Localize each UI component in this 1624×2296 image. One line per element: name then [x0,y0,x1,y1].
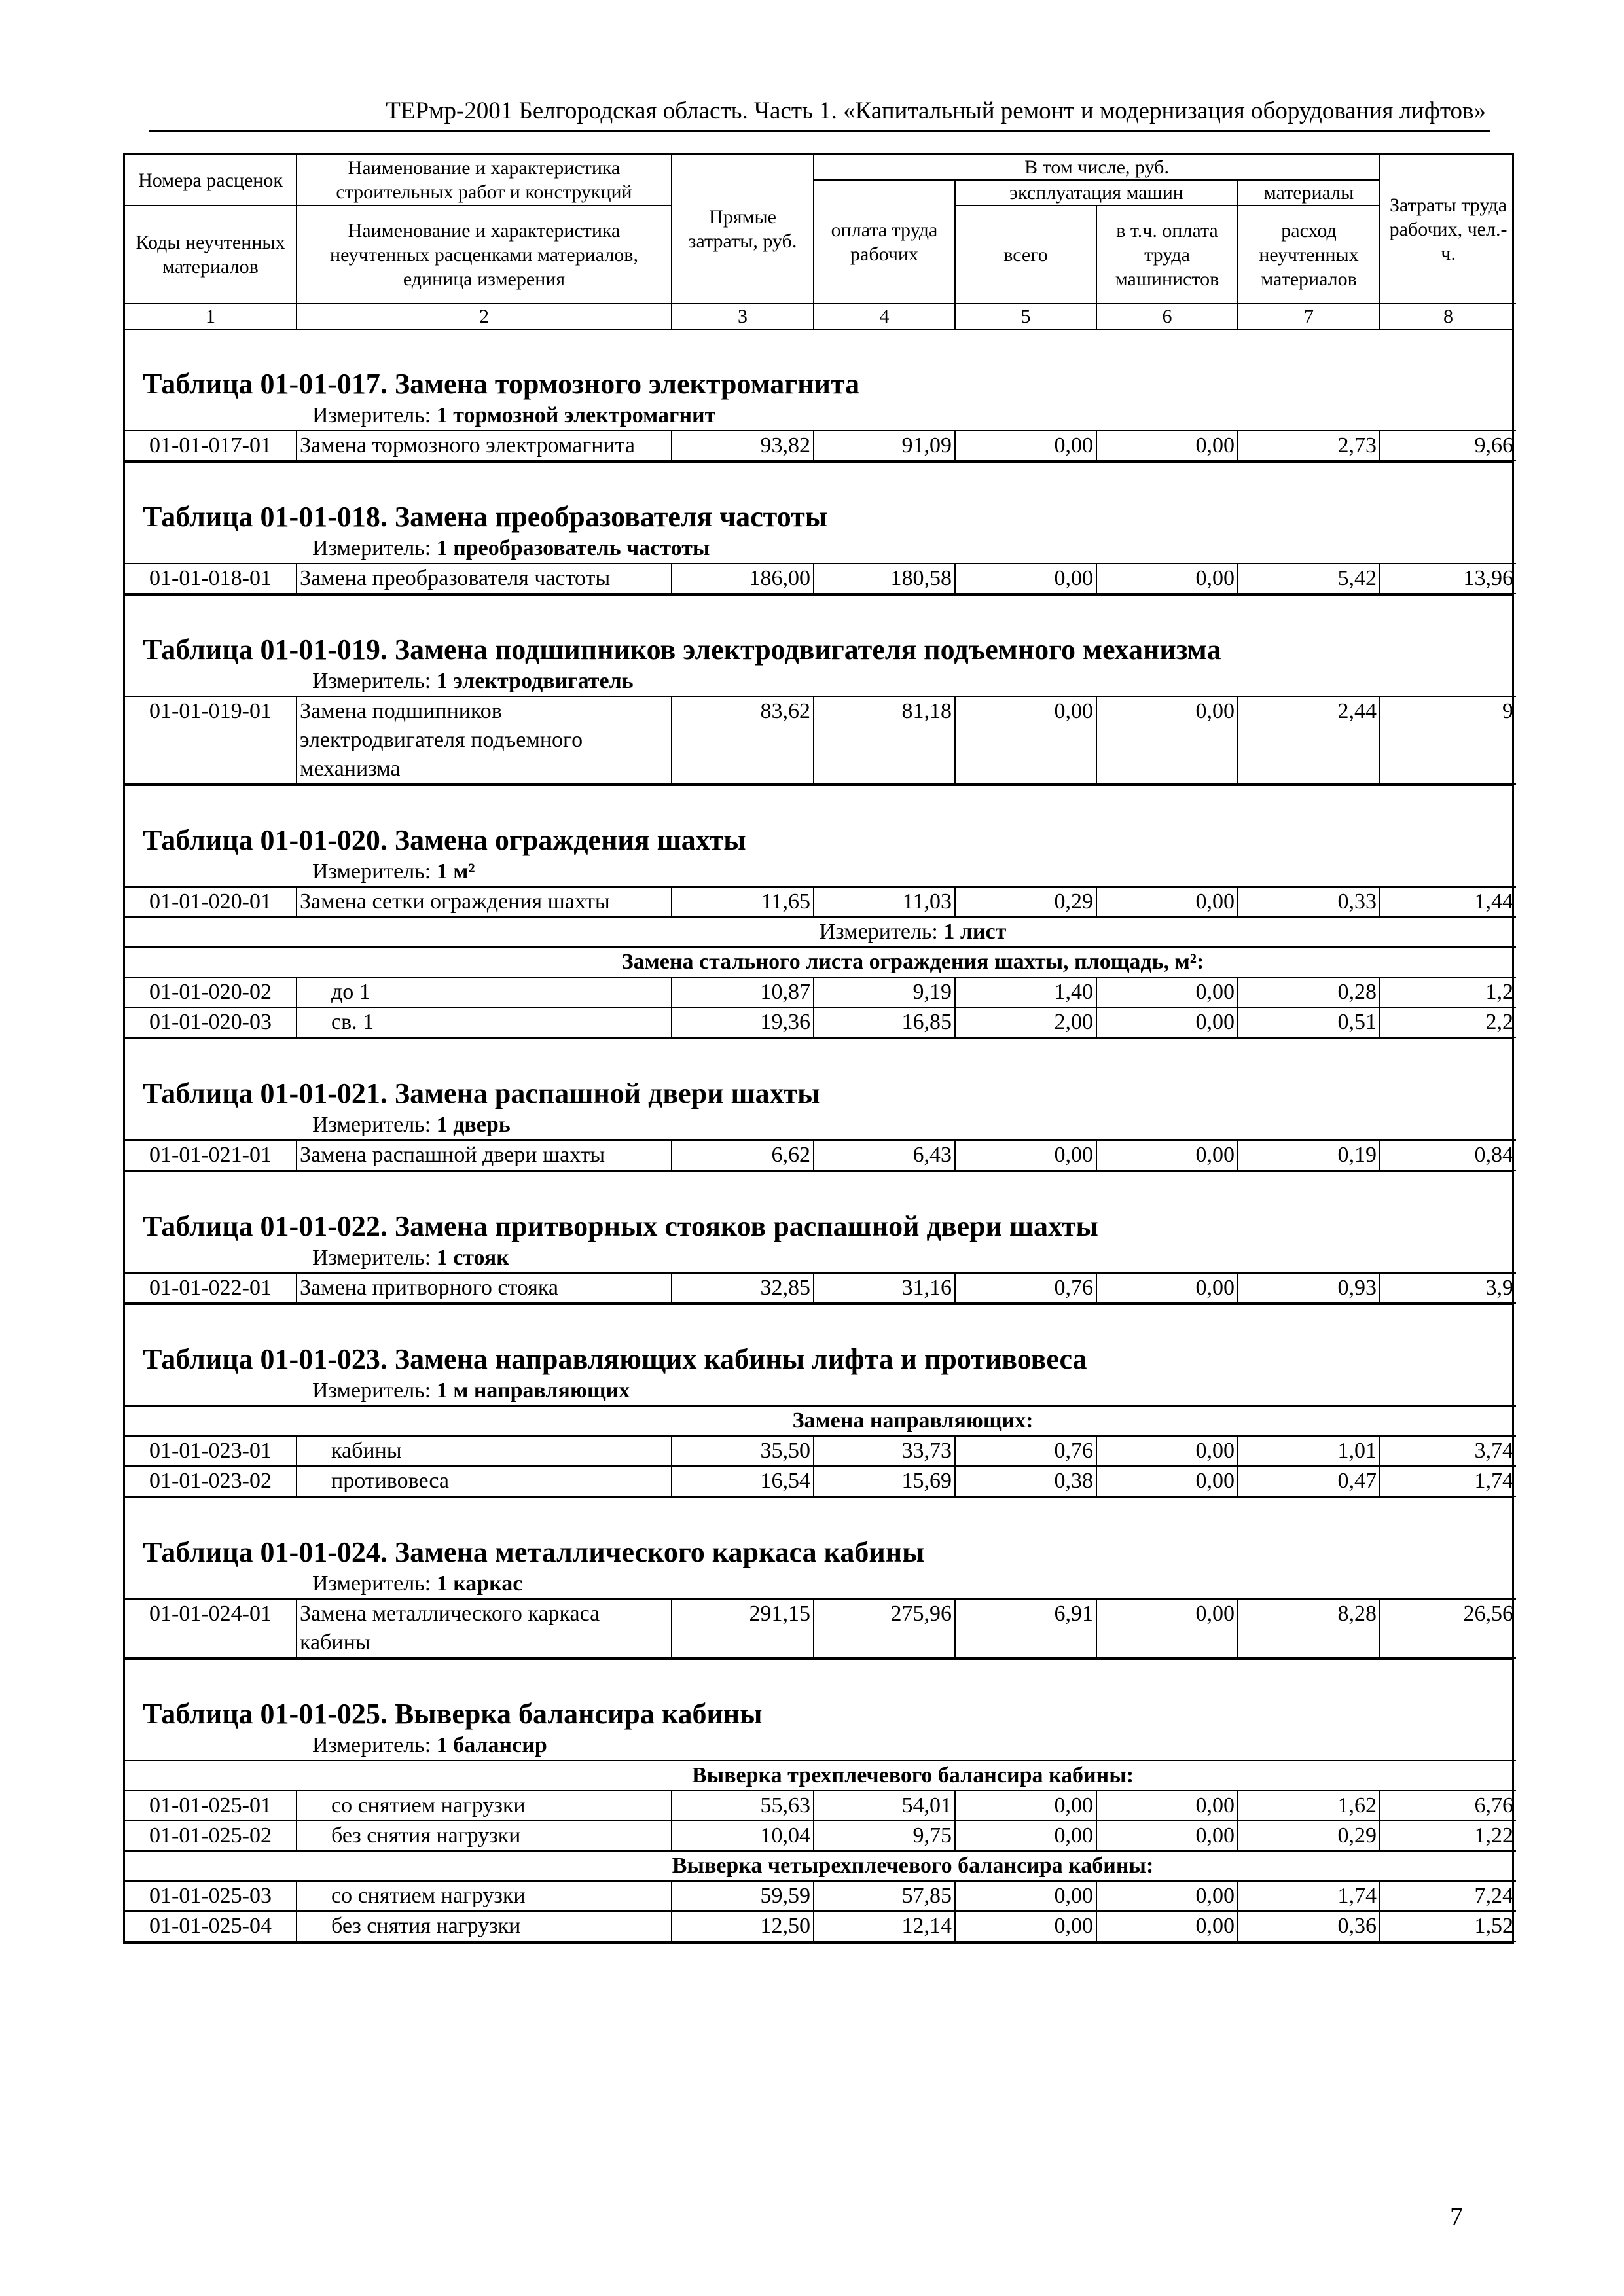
worker-pay-value: 33,73 [814,1436,955,1466]
worker-pay-value: 31,16 [814,1273,955,1303]
labor-hours-value: 3,9 [1380,1273,1516,1303]
machines-total-value: 0,00 [955,1911,1096,1941]
rate-table [125,886,1516,1038]
rate-name: со снятием нагрузки [297,1791,672,1821]
rate-table-block [125,785,1512,1038]
measure-prefix: Измеритель: [312,1246,437,1270]
col-material-use: расход неучтенных материалов [1238,206,1380,304]
labor-hours-value: 9,66 [1380,431,1516,461]
subheading-text: Замена направляющих: [125,1406,1516,1436]
labor-hours-value: 1,74 [1380,1466,1516,1496]
rate-table-block [125,1497,1512,1659]
labor-hours-value: 1,2 [1380,977,1516,1007]
machines-total-value: 6,91 [955,1599,1096,1658]
machines-total-value: 0,38 [955,1466,1096,1496]
rate-table [125,1272,1516,1304]
col-material-name: Наименование и характеристика неучтенных расценками материалов, единица измерения [297,206,672,304]
table-measure [125,1570,1512,1598]
measure-prefix: Измеритель: [312,536,437,560]
worker-pay-value: 91,09 [814,431,955,461]
measure-unit: 1 электродвигатель [436,669,634,693]
worker-pay-value: 81,18 [814,696,955,784]
direct-costs-value: 59,59 [672,1881,814,1911]
machinist-pay-value: 0,00 [1096,564,1238,594]
table-row [125,1881,1516,1911]
rate-name: Замена преобразователя частоты [297,564,672,594]
table-title: Таблица 01-01-022. Замена притворных стояков распашной двери шахты [143,1210,1098,1242]
table-row [125,696,1516,784]
rate-code: 01-01-019-01 [125,696,297,784]
rate-code: 01-01-024-01 [125,1599,297,1658]
worker-pay-value: 180,58 [814,564,955,594]
subheading-row [125,1761,1516,1791]
machinist-pay-value: 0,00 [1096,1273,1238,1303]
rate-name: до 1 [297,977,672,1007]
rates-sheet [123,153,1514,1944]
worker-pay-value: 12,14 [814,1911,955,1941]
machinist-pay-value: 0,00 [1096,696,1238,784]
direct-costs-value: 55,63 [672,1791,814,1821]
labor-hours-value: 9 [1380,696,1516,784]
measure-prefix: Измеритель: [312,1733,437,1757]
direct-costs-value: 19,36 [672,1007,814,1037]
table-row [125,1599,1516,1658]
machinist-pay-value: 0,00 [1096,1599,1238,1658]
rate-table-block [125,594,1512,785]
machinist-pay-value: 0,00 [1096,887,1238,917]
measure-unit: 1 каркас [436,1571,523,1596]
worker-pay-value: 11,03 [814,887,955,917]
material-use-value: 2,44 [1238,696,1380,784]
table-title: Таблица 01-01-019. Замена подшипников электродвигателя подъемного механизма [143,634,1221,666]
col-machines-total: всего [955,206,1096,304]
table-measure [125,857,1512,886]
col-number: 3 [672,304,814,329]
table-measure [125,534,1512,563]
col-group-machines: эксплуатация машин [955,180,1238,206]
table-measure [125,1244,1512,1272]
labor-hours-value: 7,24 [1380,1881,1516,1911]
table-row [125,1436,1516,1466]
subheading-text: Выверка трехплечевого балансира кабины: [125,1761,1516,1791]
measure-text [125,917,1516,947]
measure-unit: 1 стояк [436,1246,509,1270]
rate-name: со снятием нагрузки [297,1881,672,1911]
rate-table [125,563,1516,594]
machines-total-value: 0,29 [955,887,1096,917]
table-title: Таблица 01-01-024. Замена металлического каркаса кабины [143,1536,925,1568]
rate-code: 01-01-025-03 [125,1881,297,1911]
rate-code: 01-01-025-02 [125,1821,297,1851]
rate-table-block [125,1038,1512,1171]
machines-total-value: 0,00 [955,696,1096,784]
machinist-pay-value: 0,00 [1096,1821,1238,1851]
direct-costs-value: 11,65 [672,887,814,917]
worker-pay-value: 9,75 [814,1821,955,1851]
measure-unit: 1 балансир [436,1733,547,1757]
running-header: ТЕРмр-2001 Белгородская область. Часть 1. «Капитальный ремонт и модернизация оборудования лифтов» [386,98,1486,124]
material-use-value: 0,19 [1238,1140,1380,1170]
col-number: 5 [955,304,1096,329]
col-number: 4 [814,304,955,329]
rate-table [125,430,1516,461]
measure-prefix: Измеритель: [819,920,944,944]
machines-total-value: 0,00 [955,431,1096,461]
rate-table-block [125,1304,1512,1497]
direct-costs-value: 186,00 [672,564,814,594]
table-row [125,564,1516,594]
measure-prefix: Измеритель: [312,859,437,884]
subheading-text: Выверка четырехплечевого балансира кабины: [125,1851,1516,1881]
col-material-codes: Коды неучтенных материалов [125,206,297,304]
rate-table-block [125,329,1512,461]
table-measure [125,1111,1512,1139]
machines-total-value: 1,40 [955,977,1096,1007]
measure-prefix: Измеритель: [312,1378,437,1403]
rate-name: противовеса [297,1466,672,1496]
machinist-pay-value: 0,00 [1096,1791,1238,1821]
col-number: 6 [1096,304,1238,329]
table-measure [125,401,1512,430]
material-use-value: 0,47 [1238,1466,1380,1496]
rate-code: 01-01-021-01 [125,1140,297,1170]
rate-code: 01-01-018-01 [125,564,297,594]
rate-table-block [125,1171,1512,1304]
machinist-pay-value: 0,00 [1096,1911,1238,1941]
table-row [125,887,1516,917]
rate-code: 01-01-025-01 [125,1791,297,1821]
machines-total-value: 0,76 [955,1436,1096,1466]
machines-total-value: 2,00 [955,1007,1096,1037]
direct-costs-value: 6,62 [672,1140,814,1170]
worker-pay-value: 275,96 [814,1599,955,1658]
direct-costs-value: 93,82 [672,431,814,461]
rate-name: св. 1 [297,1007,672,1037]
labor-hours-value: 13,96 [1380,564,1516,594]
material-use-value: 0,93 [1238,1273,1380,1303]
labor-hours-value: 1,22 [1380,1821,1516,1851]
machinist-pay-value: 0,00 [1096,1881,1238,1911]
table-title: Таблица 01-01-020. Замена ограждения шахты [143,824,746,856]
rate-table [125,696,1516,785]
labor-hours-value: 1,52 [1380,1911,1516,1941]
measure-row [125,917,1516,947]
subheading-row [125,1406,1516,1436]
worker-pay-value: 16,85 [814,1007,955,1037]
rate-name: Замена металлического каркаса кабины [297,1599,672,1658]
col-rate-numbers: Номера расценок [125,155,297,206]
table-title: Таблица 01-01-017. Замена тормозного электромагнита [143,368,860,400]
rate-table [125,1139,1516,1171]
col-number: 7 [1238,304,1380,329]
machines-total-value: 0,00 [955,1821,1096,1851]
table-row [125,1140,1516,1170]
col-number: 1 [125,304,297,329]
machines-total-value: 0,00 [955,1140,1096,1170]
table-measure [125,1376,1512,1405]
table-title: Таблица 01-01-025. Выверка балансира кабины [143,1698,763,1730]
col-labor-hours: Затраты труда рабочих, чел.-ч. [1380,155,1516,304]
labor-hours-value: 2,2 [1380,1007,1516,1037]
worker-pay-value: 15,69 [814,1466,955,1496]
material-use-value: 0,33 [1238,887,1380,917]
rate-code: 01-01-020-02 [125,977,297,1007]
col-group-materials: материалы [1238,180,1380,206]
rate-table [125,1598,1516,1659]
worker-pay-value: 57,85 [814,1881,955,1911]
direct-costs-value: 83,62 [672,696,814,784]
measure-unit: 1 м² [436,859,475,884]
rate-tables [125,329,1512,1942]
table-row [125,431,1516,461]
table-row [125,977,1516,1007]
machines-total-value: 0,76 [955,1273,1096,1303]
col-number: 2 [297,304,672,329]
direct-costs-value: 10,87 [672,977,814,1007]
labor-hours-value: 1,44 [1380,887,1516,917]
measure-prefix: Измеритель: [312,1571,437,1596]
rate-table [125,1405,1516,1497]
direct-costs-value: 291,15 [672,1599,814,1658]
rate-name: Замена тормозного электромагнита [297,431,672,461]
subheading-row [125,947,1516,977]
material-use-value: 0,36 [1238,1911,1380,1941]
rate-name: Замена подшипников электродвигателя подъемного механизма [297,696,672,784]
material-use-value: 1,62 [1238,1791,1380,1821]
measure-unit: 1 тормозной электромагнит [436,403,716,427]
machinist-pay-value: 0,00 [1096,431,1238,461]
machinist-pay-value: 0,00 [1096,977,1238,1007]
col-worker-pay: оплата труда рабочих [814,180,955,304]
rate-name: без снятия нагрузки [297,1821,672,1851]
measure-prefix: Измеритель: [312,403,437,427]
direct-costs-value: 35,50 [672,1436,814,1466]
rate-code: 01-01-017-01 [125,431,297,461]
machines-total-value: 0,00 [955,564,1096,594]
material-use-value: 0,28 [1238,977,1380,1007]
rate-name: Замена сетки ограждения шахты [297,887,672,917]
table-row [125,1007,1516,1037]
table-measure [125,1731,1512,1760]
col-group-including: В том числе, руб. [814,155,1380,180]
material-use-value: 8,28 [1238,1599,1380,1658]
measure-unit: 1 лист [943,920,1007,944]
machinist-pay-value: 0,00 [1096,1140,1238,1170]
rate-name: кабины [297,1436,672,1466]
header-rule [149,130,1490,132]
col-direct-costs: Прямые затраты, руб. [672,155,814,304]
col-machinist-pay: в т.ч. оплата труда машинистов [1096,206,1238,304]
material-use-value: 2,73 [1238,431,1380,461]
direct-costs-value: 10,04 [672,1821,814,1851]
worker-pay-value: 6,43 [814,1140,955,1170]
material-use-value: 1,01 [1238,1436,1380,1466]
col-number: 8 [1380,304,1516,329]
direct-costs-value: 32,85 [672,1273,814,1303]
measure-unit: 1 м направляющих [436,1378,630,1403]
measure-prefix: Измеритель: [312,1113,437,1137]
col-work-name: Наименование и характеристика строительных работ и конструкций [297,155,672,206]
page-number: 7 [1450,2202,1463,2231]
rate-name: без снятия нагрузки [297,1911,672,1941]
direct-costs-value: 12,50 [672,1911,814,1941]
table-title: Таблица 01-01-018. Замена преобразователя частоты [143,501,828,533]
machinist-pay-value: 0,00 [1096,1466,1238,1496]
table-row [125,1911,1516,1941]
machinist-pay-value: 0,00 [1096,1436,1238,1466]
machines-total-value: 0,00 [955,1791,1096,1821]
table-measure [125,667,1512,696]
table-row [125,1466,1516,1496]
direct-costs-value: 16,54 [672,1466,814,1496]
subheading-text: Замена стального листа ограждения шахты, площадь, м²: [125,947,1516,977]
rate-code: 01-01-022-01 [125,1273,297,1303]
table-title: Таблица 01-01-021. Замена распашной двери шахты [143,1077,820,1109]
rate-table-block [125,1659,1512,1942]
rate-table-block [125,461,1512,594]
rate-code: 01-01-020-03 [125,1007,297,1037]
table-row [125,1821,1516,1851]
measure-prefix: Измеритель: [312,669,437,693]
table-row [125,1791,1516,1821]
column-header-table [125,155,1516,329]
rate-code: 01-01-020-01 [125,887,297,917]
material-use-value: 1,74 [1238,1881,1380,1911]
labor-hours-value: 6,76 [1380,1791,1516,1821]
rate-name: Замена притворного стояка [297,1273,672,1303]
labor-hours-value: 26,56 [1380,1599,1516,1658]
measure-unit: 1 дверь [436,1113,511,1137]
labor-hours-value: 3,74 [1380,1436,1516,1466]
worker-pay-value: 9,19 [814,977,955,1007]
table-row [125,1273,1516,1303]
rate-code: 01-01-023-02 [125,1466,297,1496]
worker-pay-value: 54,01 [814,1791,955,1821]
rate-table [125,1760,1516,1942]
material-use-value: 5,42 [1238,564,1380,594]
material-use-value: 0,29 [1238,1821,1380,1851]
rate-code: 01-01-023-01 [125,1436,297,1466]
material-use-value: 0,51 [1238,1007,1380,1037]
subheading-row [125,1851,1516,1881]
rate-name: Замена распашной двери шахты [297,1140,672,1170]
table-title: Таблица 01-01-023. Замена направляющих кабины лифта и противовеса [143,1343,1087,1375]
measure-unit: 1 преобразователь частоты [436,536,710,560]
machines-total-value: 0,00 [955,1881,1096,1911]
machinist-pay-value: 0,00 [1096,1007,1238,1037]
rate-code: 01-01-025-04 [125,1911,297,1941]
labor-hours-value: 0,84 [1380,1140,1516,1170]
